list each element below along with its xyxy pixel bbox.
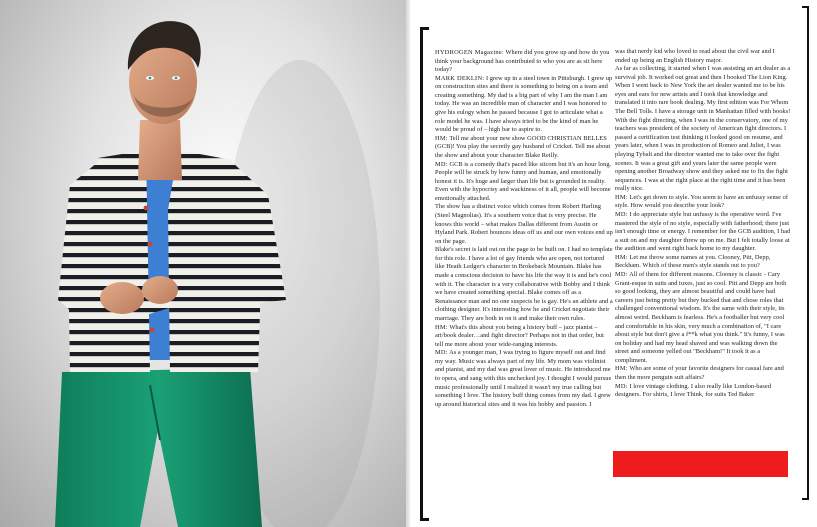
speaker: MD: <box>435 349 448 357</box>
paragraph <box>615 211 791 254</box>
speaker: MD: <box>615 271 628 279</box>
body-text: Let me throw some names at you. Clooney, Pitt, Depp, Beckham. Which of these men's style stands out to you? <box>615 253 771 270</box>
paragraph <box>615 117 791 194</box>
body-text: was that nerdy kid who loved to read about the civil war and I ended up being an English History major. <box>615 48 775 64</box>
paragraph <box>615 383 791 400</box>
body-text: The show has a distinct voice which comes from Robert Harling (Steel Magnolias). It's a southern voice that is very precise. He knows this world – what makes Dallas different from Austin or Hyland Park. Robert bounces ideas off us and our own voices end up on the page. <box>435 203 613 245</box>
interview-page <box>410 0 817 527</box>
red-accent-block <box>613 451 788 477</box>
text-column-2 <box>615 48 791 400</box>
body-text: I love vintage clothing. I also really like London-based designers. For shirts, I love Think, for suits Ted Baker <box>615 382 771 399</box>
body-text: Tell me about your new show GOOD CHRISTIAN BELLES (GCB)! You play the secretly gay husband of Cricket. Tell me about the show and about your character Blake Reilly. <box>435 134 611 159</box>
paragraph <box>435 246 613 323</box>
body-text: With the fight directing, when I was in the conservatory, one of my teachers was president of the society of American fight directors. I passed a certification test thinking it looked good on resume, and years later, when I was in production of Romeo and Juliet, I was playing Tybalt and the director wanted me to take over the fight scenes. It was a great gift and years later the same people were opening another Broadway show and they asked me to fix the fight sequences. I was at the right place at the right time and it has been really nice. <box>615 116 788 193</box>
speaker: MD: <box>615 210 628 218</box>
paragraph <box>615 48 791 65</box>
body-text: I grew up in a steel town in Pittsburgh. I grew up on construction sites and there is something to being on a team and creating something. My dad is a big part of why I am the man I am today. He was an incredible man of character and I was honored to give his eulogy when he passed because I got to articulate what a role model he was. I have always tried to be the kind of man he would be proud of – high bar to aspire to. <box>435 74 613 134</box>
text-column-1 <box>435 49 613 409</box>
speaker: MARK DEKLIN: <box>435 74 485 82</box>
paragraph <box>615 365 791 382</box>
paragraph <box>435 49 613 75</box>
body-text: I do appreciate style but unfussy is the operative word. I've mastered the style of no style, especially with fatherhood; there just isn't enough time or energy. I remember for the GCB audition, I had a suit on and my daughter threw up on me. But I felt totally loose at the audition and went right back home to my daughter. <box>615 210 791 253</box>
speaker: HM: <box>615 193 628 201</box>
body-text: Let's get down to style. You seem to have an unfussy sense of style. How would you describe your look? <box>615 193 789 210</box>
body-text: Who are some of your favorite designers for casual fare and then the more penguin suit affairs? <box>615 365 784 381</box>
body-text: What's this about you being a history buff – jazz pianist – art/book dealer…and fight director? Perhaps not in that order, but tell me more about your wide-ranging interests. <box>435 323 604 348</box>
speaker: HM: <box>615 253 628 261</box>
paragraph <box>435 135 613 161</box>
speaker: HM: <box>435 323 448 331</box>
body-text: GCB is a comedy that's paced like sitcom but it's an hour long. People will be struck by how funny and human, and emotionally honest it is. It's huge and larger than life but is grounded in reality. Even with the hypocrisy and wackiness of it all, people will become emotionally attached. <box>435 160 612 202</box>
right-bracket-decoration <box>802 6 809 500</box>
body-text: All of them for different reasons. Clooney is classic - Cary Grant-esque in suits and tuxes, just so cool. Pitt and Depp are both so good looking, they are almost beautiful and could have had careers just being pretty but they bucked that and chose roles that challenged conventional wisdom. It's the same with their style, its almost weird. Beckham is fearless. He's a footballer but very cool and comfortable in his skin, very much a combination of, "I care about style but don't give a f**k what you think." It's funny, I was on holiday and had my head shaved and was walking down the street and someone yelled out "Beckham!" It took it as a compliment. <box>615 271 787 364</box>
speaker: MD: <box>435 160 448 168</box>
body-text: Blake's secret is laid out on the page to be built on. I had no template for this role. I have a lot of gay friends who are open, not tortured like Heath Ledger's character in Brokeback Mountain. Blake has made a conscious decision to have his life the way it is and he's cool with it. The character is a very collaborative with Bobby and I think we have created something special. Blake comes off as a Renaissance man and no one suspects he is gay. He's an athlete and a clothing designer. It's interesting how he and Cricket negotiate their marriage. They are both in on it and make their own rules. <box>435 246 613 322</box>
paragraph <box>435 203 613 246</box>
speaker: HM: <box>435 134 448 142</box>
speaker: HYDROGEN Magazine: <box>435 49 504 56</box>
paragraph <box>615 194 791 211</box>
paragraph <box>615 271 791 365</box>
paragraph <box>435 75 613 135</box>
paragraph <box>435 349 613 409</box>
speaker: HM: <box>615 365 628 373</box>
speaker: MD: <box>615 382 628 390</box>
paragraph <box>435 324 613 350</box>
body-text: As far as collecting, it started when I was assisting an art dealer as a survival job. It worked out great and then I booked The Lion King. When I went back to New York the art dealer wanted me to be his eyes and ears for new artists and I took that knowledge and translated it into rare book dealing. My first edition was For Whom The Bell Tolls. I have a storage unit in Manhattan filled with books! <box>615 65 791 116</box>
left-bracket-decoration <box>420 27 429 521</box>
paragraph <box>615 254 791 271</box>
paragraph <box>435 161 613 204</box>
body-text: As a younger man, I was trying to figure myself out and find my way. Music was always part of my life. My mom was violinist and pianist, and my dad was great lover of music. He introduced me to opera, and sang with this unchecked joy. I thought I would pursue music professionally until I realized it wasn't my true calling but something I love. The history buff thing comes from my dad. I grew up around historical sites and it was his hobby and passion. I <box>435 349 612 408</box>
paragraph <box>615 65 791 116</box>
body-text: Where did you grow up and how do you think your background has contributed to who you are as sit here today? <box>435 49 610 74</box>
